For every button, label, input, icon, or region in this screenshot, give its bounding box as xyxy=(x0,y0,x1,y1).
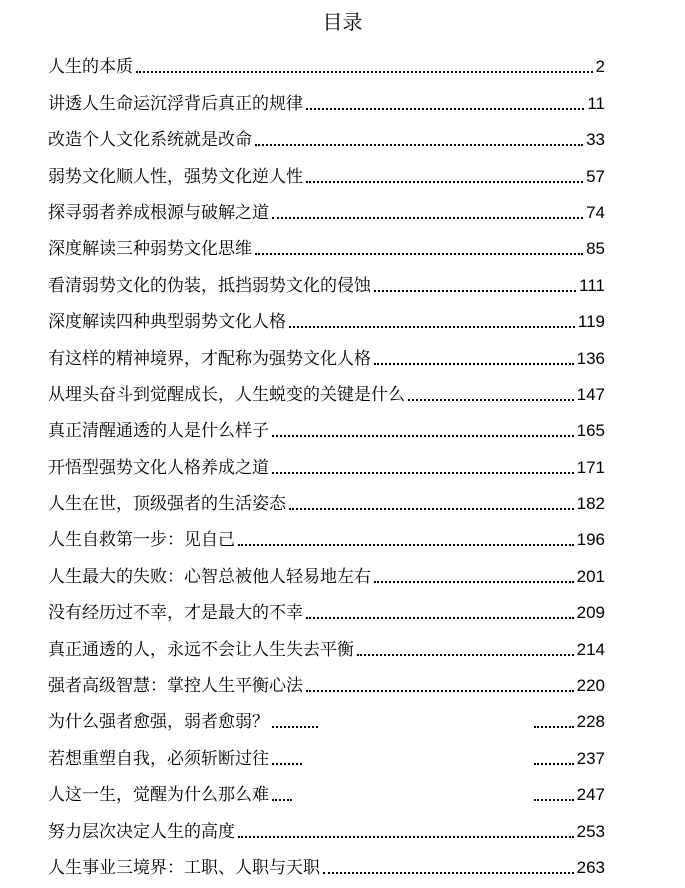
dot-leader xyxy=(408,399,574,401)
toc-entry-page: 182 xyxy=(576,494,605,514)
toc-entry-title: 若想重塑自我，必须斩断过往 xyxy=(48,748,269,769)
toc-entry[interactable] xyxy=(48,661,605,697)
toc-entry[interactable] xyxy=(48,188,605,224)
dot-leader xyxy=(306,617,574,619)
toc-entry[interactable] xyxy=(48,843,605,879)
toc-entry-title: 深度解读三种弱势文化思维 xyxy=(48,239,252,260)
toc-entry-title: 强者高级智慧：掌控人生平衡心法 xyxy=(48,676,303,697)
toc-entry-page: 214 xyxy=(576,639,605,659)
toc-entry-title: 努力层次决定人生的高度 xyxy=(48,821,235,842)
dot-leader xyxy=(272,763,302,765)
toc-entry-title: 人生自救第一步：见自己 xyxy=(48,530,235,551)
toc-entry[interactable] xyxy=(48,260,605,296)
dot-leader xyxy=(272,217,583,219)
toc-entry-page: 111 xyxy=(579,275,605,295)
toc-entry-title: 人生在世，顶级强者的生活姿态 xyxy=(48,494,286,515)
toc-entry-page: 74 xyxy=(586,202,605,222)
dot-leader xyxy=(289,508,574,510)
toc-entry[interactable] xyxy=(48,442,605,478)
toc-title: 目录 xyxy=(322,10,363,34)
dot-leader xyxy=(238,544,574,546)
toc-entry-page: 263 xyxy=(576,857,605,877)
toc-entry-title: 人生事业三境界：工职、人职与天职 xyxy=(48,857,320,878)
toc-entry[interactable] xyxy=(48,151,605,187)
toc-entry-page: 147 xyxy=(576,384,605,404)
toc-entry-page: 247 xyxy=(576,785,605,805)
toc-entry-title: 从埋头奋斗到觉醒成长，人生蜕变的关键是什么 xyxy=(48,384,405,405)
dot-leader xyxy=(374,363,574,365)
dot-leader xyxy=(272,472,574,474)
toc-entry-title: 人生最大的失败：心智总被他人轻易地左右 xyxy=(48,566,371,587)
toc-entry-page: 57 xyxy=(586,166,605,186)
toc-entry-title: 探寻弱者养成根源与破解之道 xyxy=(48,202,269,223)
dot-leader xyxy=(534,763,574,765)
toc-entry-page: 196 xyxy=(576,530,605,550)
dot-leader xyxy=(306,690,574,692)
toc-entry[interactable] xyxy=(48,624,605,660)
toc-entry-page: 253 xyxy=(576,821,605,841)
toc-entry-title: 人这一生，觉醒为什么那么难 xyxy=(48,785,269,806)
toc-entry-title: 没有经历过不幸，才是最大的不幸 xyxy=(48,603,303,624)
toc-entry-page: 171 xyxy=(576,457,605,477)
toc-entry-title: 讲透人生命运沉浮背后真正的规律 xyxy=(48,93,303,114)
toc-list xyxy=(48,42,605,879)
toc-entry-page: 11 xyxy=(587,93,605,113)
dot-leader xyxy=(272,726,318,728)
dot-leader xyxy=(289,326,575,328)
toc-entry-page: 228 xyxy=(576,712,605,732)
toc-entry[interactable] xyxy=(48,733,605,769)
dot-leader xyxy=(238,836,574,838)
toc-entry[interactable] xyxy=(48,370,605,406)
toc-entry-title: 改造个人文化系统就是改命 xyxy=(48,130,252,151)
toc-entry-title: 真正清醒通透的人是什么样子 xyxy=(48,421,269,442)
toc-entry-title: 人生的本质 xyxy=(48,57,133,78)
toc-entry[interactable] xyxy=(48,588,605,624)
dot-leader xyxy=(255,253,583,255)
toc-entry[interactable] xyxy=(48,224,605,260)
dot-leader xyxy=(272,799,292,801)
toc-entry-title: 为什么强者愈强，弱者愈弱？ xyxy=(48,712,269,733)
toc-entry-title: 有这样的精神境界，才配称为强势文化人格 xyxy=(48,348,371,369)
dot-leader xyxy=(534,799,574,801)
toc-entry[interactable] xyxy=(48,333,605,369)
toc-entry[interactable] xyxy=(48,297,605,333)
toc-entry-page: 237 xyxy=(576,748,605,768)
toc-entry-title: 深度解读四种典型弱势文化人格 xyxy=(48,312,286,333)
toc-entry[interactable] xyxy=(48,697,605,733)
toc-entry[interactable] xyxy=(48,479,605,515)
toc-entry[interactable] xyxy=(48,42,605,78)
toc-entry-page: 209 xyxy=(576,603,605,623)
toc-entry-title: 看清弱势文化的伪装，抵挡弱势文化的侵蚀 xyxy=(48,275,371,296)
toc-entry[interactable] xyxy=(48,551,605,587)
dot-leader xyxy=(534,726,574,728)
toc-entry-page: 85 xyxy=(586,239,605,259)
toc-entry-page: 119 xyxy=(577,312,605,332)
toc-entry[interactable] xyxy=(48,406,605,442)
toc-entry-title: 真正通透的人，永远不会让人生失去平衡 xyxy=(48,639,354,660)
dot-leader xyxy=(306,181,583,183)
dot-leader xyxy=(374,581,574,583)
toc-entry-title: 开悟型强势文化人格养成之道 xyxy=(48,457,269,478)
toc-entry-title: 弱势文化顺人性，强势文化逆人性 xyxy=(48,166,303,187)
toc-entry[interactable] xyxy=(48,78,605,114)
toc-entry[interactable] xyxy=(48,806,605,842)
toc-entry-page: 201 xyxy=(576,566,605,586)
dot-leader xyxy=(374,290,576,292)
toc-entry-page: 220 xyxy=(576,676,605,696)
dot-leader xyxy=(323,872,574,874)
dot-leader xyxy=(136,71,593,73)
toc-entry-page: 165 xyxy=(576,421,605,441)
dot-leader xyxy=(306,108,584,110)
toc-entry[interactable] xyxy=(48,115,605,151)
dot-leader xyxy=(357,654,574,656)
toc-entry[interactable] xyxy=(48,770,605,806)
toc-entry-page: 33 xyxy=(586,130,605,150)
dot-leader xyxy=(272,435,574,437)
dot-leader xyxy=(255,144,583,146)
toc-entry-page: 136 xyxy=(576,348,605,368)
toc-entry[interactable] xyxy=(48,515,605,551)
toc-entry-page: 2 xyxy=(595,57,605,77)
